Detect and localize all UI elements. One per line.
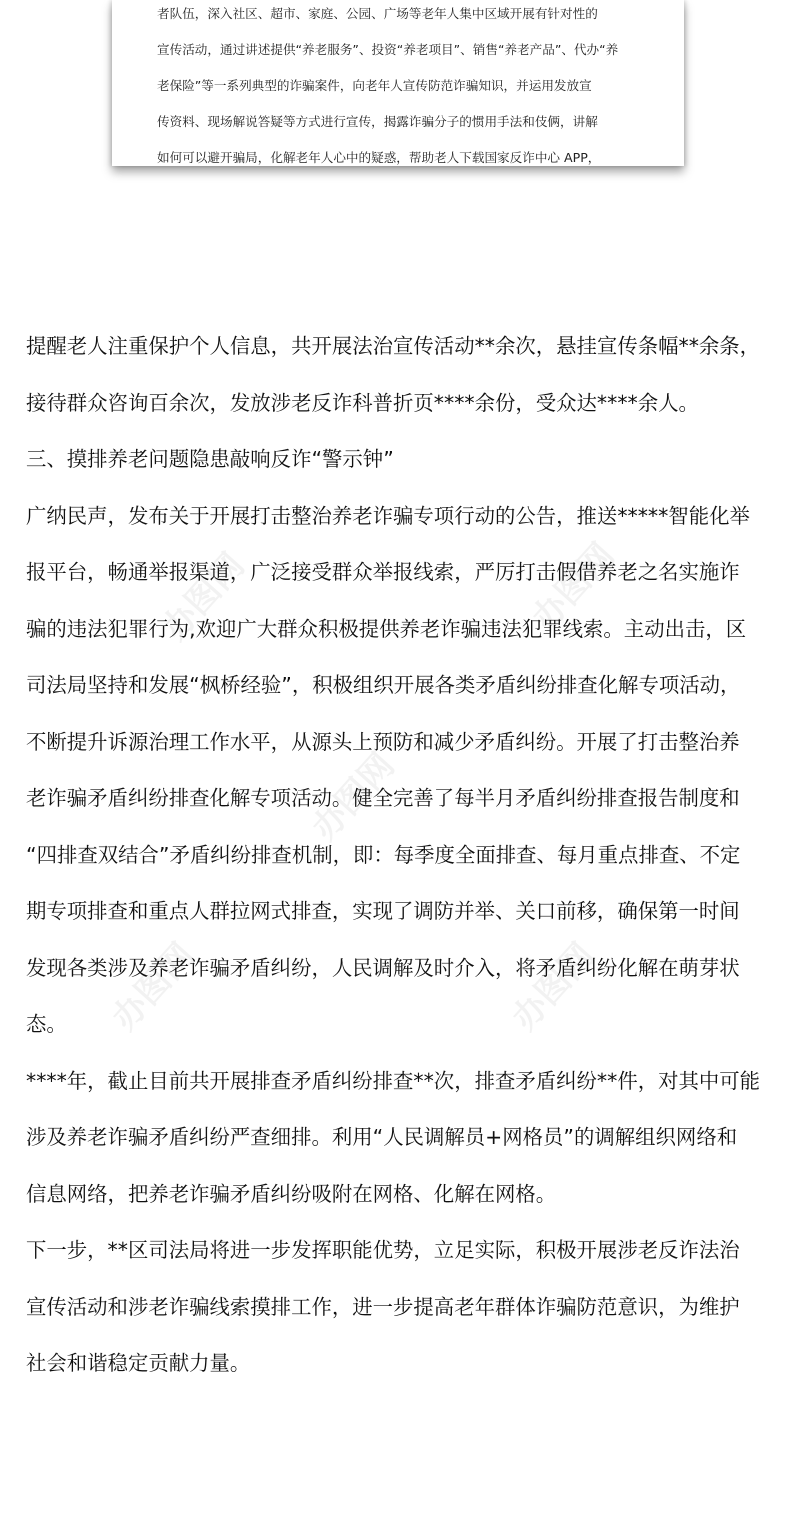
section-heading: 三、摸排养老问题隐患敲响反诈“警示钟”	[26, 447, 394, 471]
preview-line: 老保险”等一系列典型的诈骗案件，向老年人宣传防范诈骗知识，并运用发放宣	[157, 78, 592, 93]
body-line: 骗的违法犯罪行为,欢迎广大群众积极提供养老诈骗违法犯罪线索。主动出击，区	[26, 616, 747, 641]
preview-line: 宣传活动，通过讲述提供“养老服务”、投资“养老项目”、销售“养老产品”、代办“养	[157, 42, 619, 57]
body-line: 涉及养老诈骗矛盾纠纷严查细排。利用“人民调解员+网格员”的调解组织网络和	[26, 1125, 738, 1149]
body-line: 司法局坚持和发展“枫桥经验”，积极组织开展各类矛盾纠纷排查化解专项活动，	[26, 673, 741, 697]
body-line: 下一步，**区司法局将进一步发挥职能优势，立足实际，积极开展涉老反诈法治	[26, 1238, 740, 1262]
preview-line: 如何可以避开骗局，化解老年人心中的疑惑，帮助老人下载国家反诈中心 APP，	[157, 150, 601, 165]
preview-line: 传资料、现场解说答疑等方式进行宣传，揭露诈骗分子的惯用手法和伎俩，讲解	[157, 114, 598, 129]
body-line: 社会和谐稳定贡献力量。	[26, 1351, 251, 1375]
watermark: 办图网	[154, 545, 253, 649]
body-line: 不断提升诉源治理工作水平，从源头上预防和减少矛盾纠纷。开展了打击整治养	[26, 729, 740, 754]
body-line: 信息网络，把养老诈骗矛盾纠纷吸附在网格、化解在网格。	[26, 1181, 557, 1206]
body-line: 老诈骗矛盾纠纷排查化解专项活动。健全完善了每半月矛盾纠纷排查报告制度和	[26, 786, 740, 810]
body-line: 提醒老人注重保护个人信息，共开展法治宣传活动**余次，悬挂宣传条幅**余条，	[26, 334, 761, 358]
article-body	[26, 318, 778, 1392]
body-line: 接待群众咨询百余次，发放涉老反诈科普折页****余份，受众达****余人。	[26, 390, 699, 415]
body-line: ****年，截止目前共开展排查矛盾纠纷排查**次，排查矛盾纠纷**件，对其中可能	[26, 1068, 761, 1093]
body-line: 态。	[26, 1012, 67, 1036]
preview-line: 者队伍，深入社区、超市、家庭、公园、广场等老年人集中区域开展有针对性的	[157, 6, 598, 21]
watermark: 办图网	[104, 935, 203, 1039]
watermark: 办图网	[524, 535, 623, 639]
body-line: 发现各类涉及养老诈骗矛盾纠纷，人民调解及时介入，将矛盾纠纷化解在萌芽状	[26, 955, 740, 980]
body-line: 报平台，畅通举报渠道，广泛接受群众举报线索，严厉打击假借养老之名实施诈	[26, 560, 740, 584]
preview-card	[112, 0, 684, 166]
watermark: 办图网	[504, 935, 603, 1039]
body-line: 期专项排查和重点人群拉网式排查，实现了调防并举、关口前移，确保第一时间	[26, 899, 740, 923]
body-line: 广纳民声，发布关于开展打击整治养老诈骗专项行动的公告，推送*****智能化举	[26, 503, 750, 528]
watermark: 办图网	[304, 745, 403, 849]
body-line: “四排查双结合”矛盾纠纷排查机制，即：每季度全面排查、每月重点排查、不定	[26, 842, 741, 867]
body-line: 宣传活动和涉老诈骗线索摸排工作，进一步提高老年群体诈骗防范意识，为维护	[26, 1294, 740, 1319]
